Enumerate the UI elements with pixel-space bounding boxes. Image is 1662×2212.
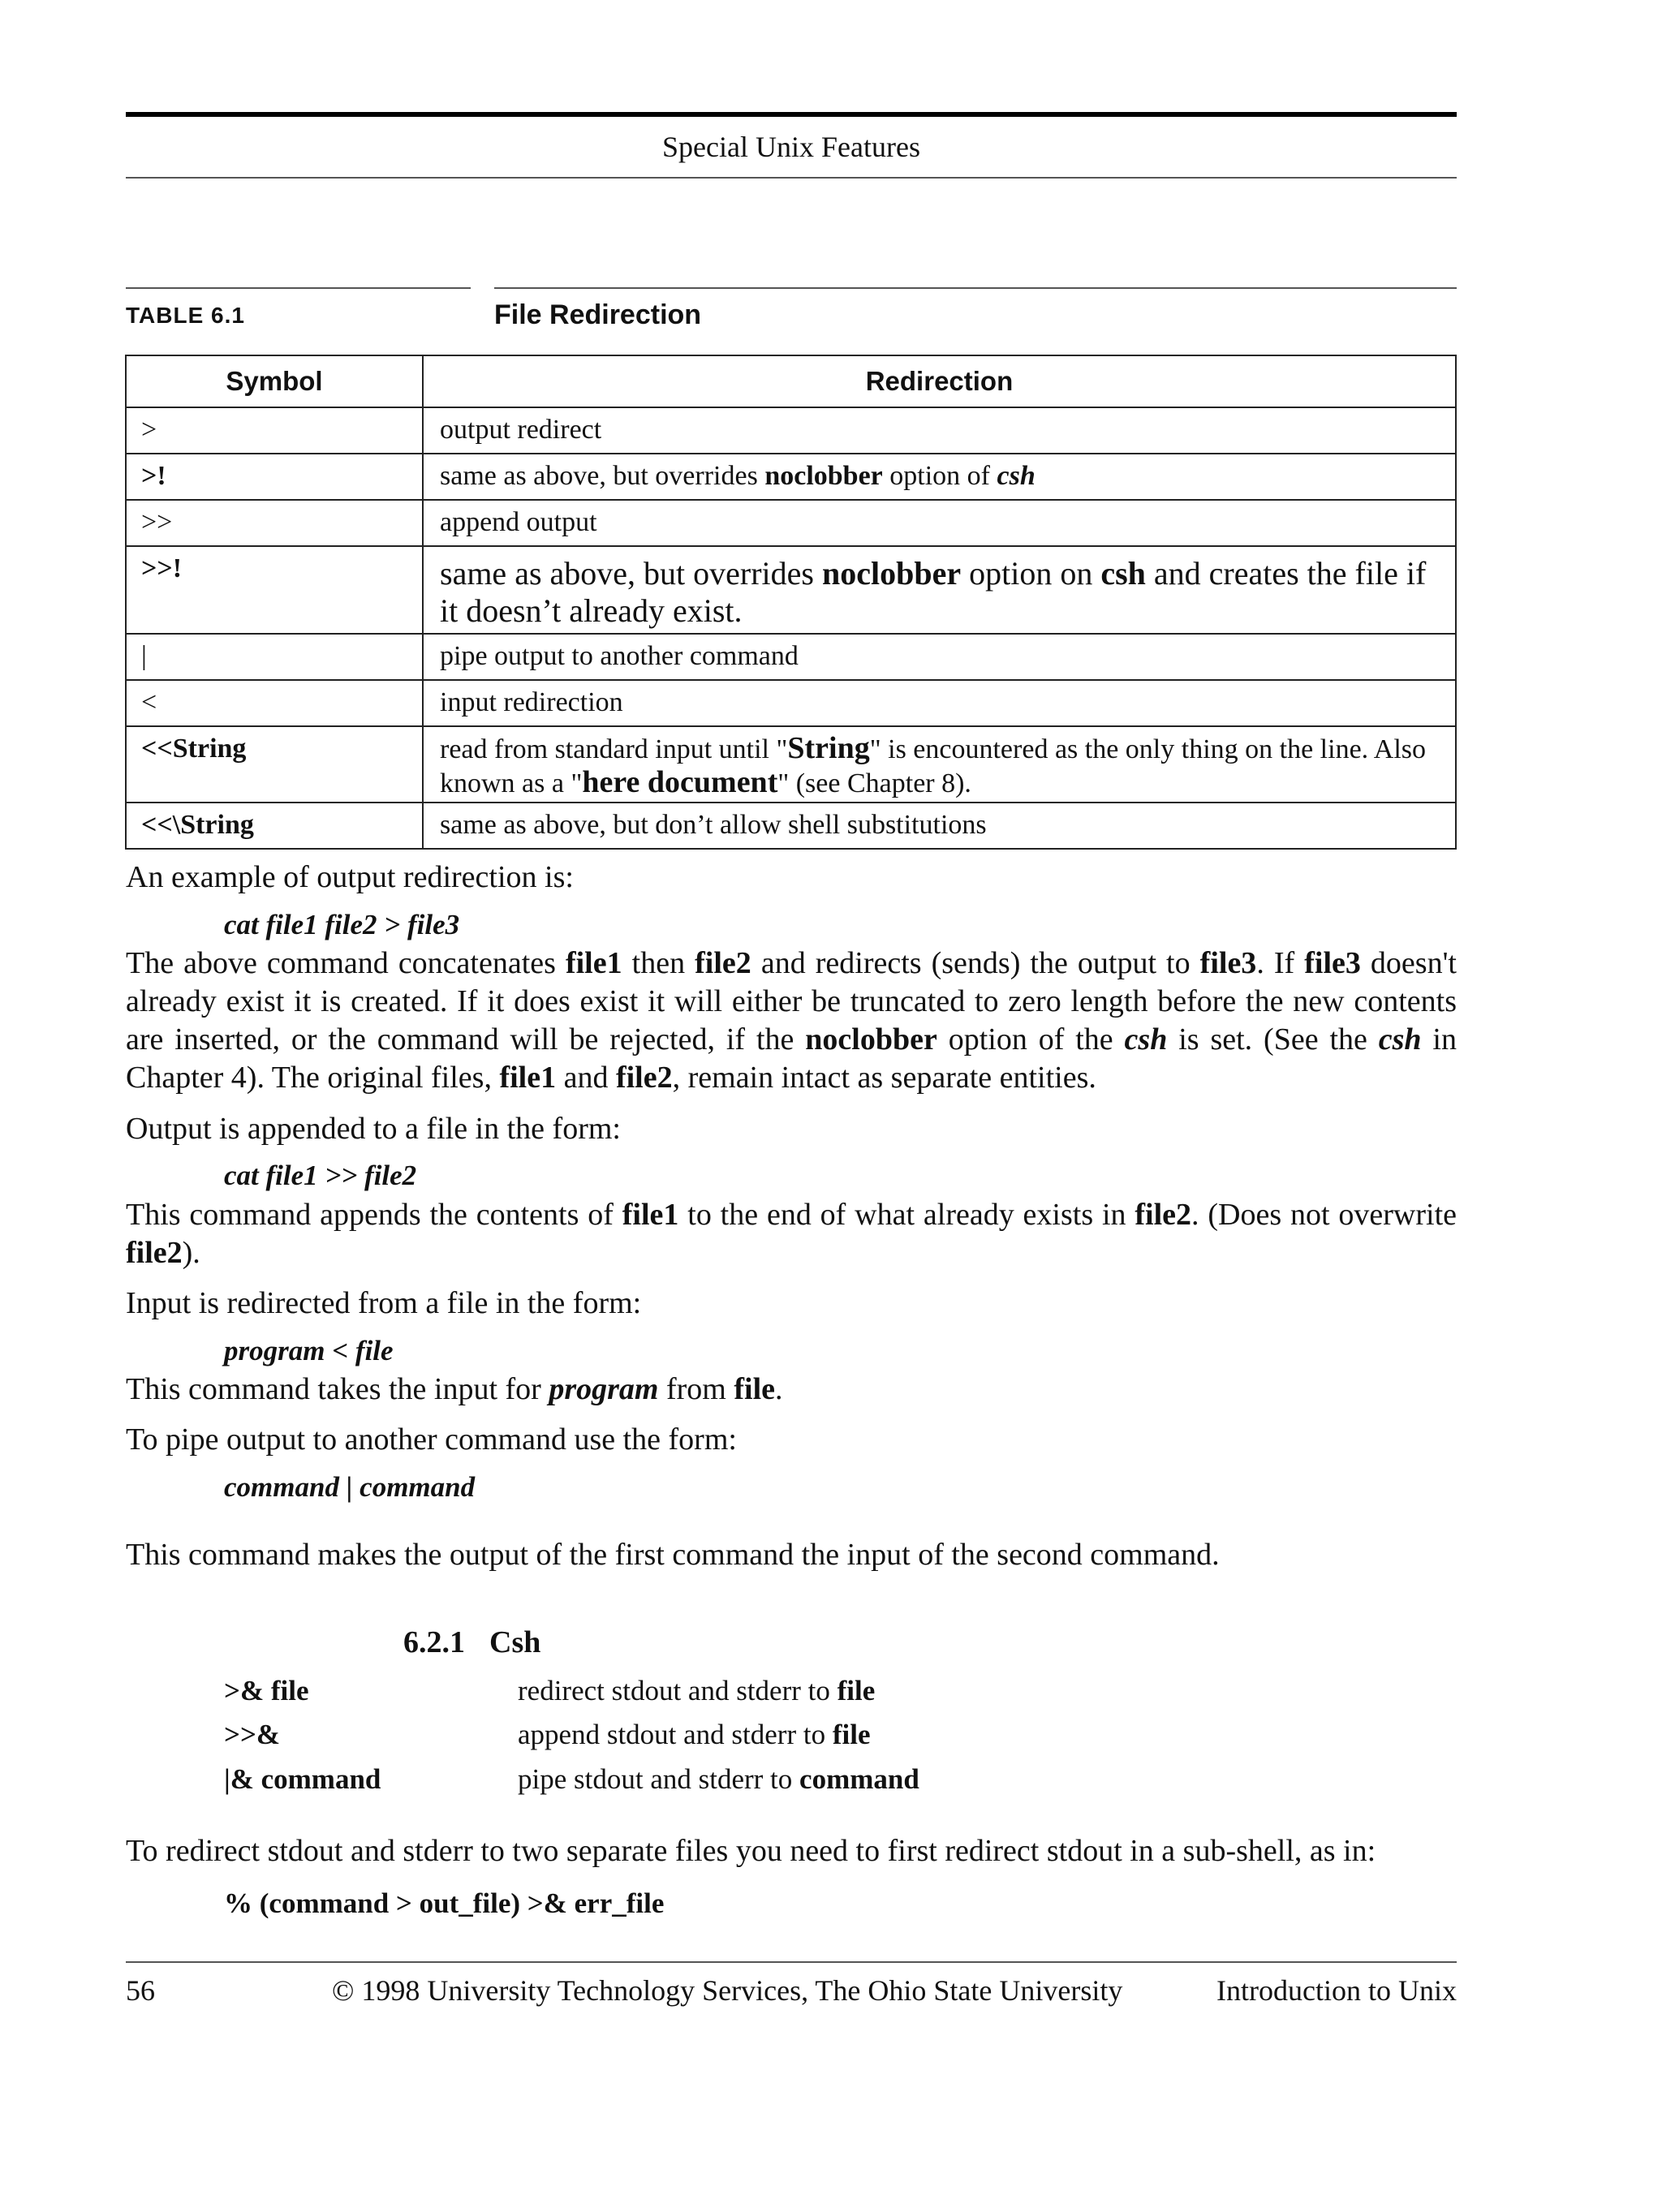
- column-header-symbol: Symbol: [126, 355, 423, 407]
- section-heading-6-2-1: 6.2.1 Csh: [403, 1625, 541, 1659]
- paragraph-append-intro: Output is appended to a file in the form:: [126, 1112, 621, 1146]
- table-row: [126, 454, 1456, 500]
- paragraph-pipe-intro: To pipe output to another command use the form:: [126, 1422, 737, 1457]
- csh-symbol-append-both: >>&: [224, 1719, 281, 1750]
- table-row: [126, 407, 1456, 454]
- command-example-cat-append: cat file1 >> file2: [224, 1160, 417, 1191]
- table-caption-rule-right: [494, 287, 1457, 289]
- description-cell: same as above, but overrides noclobber option of csh: [423, 454, 1456, 500]
- description-cell: read from standard input until "String" is encountered as the only thing on the line. Also known as a "here document" (see Chapter 8).: [423, 726, 1456, 803]
- symbol-cell: >>!: [126, 546, 423, 634]
- paragraph-input-intro: Input is redirected from a file in the form:: [126, 1286, 642, 1320]
- command-example-program-input: program < file: [224, 1335, 394, 1366]
- symbol-cell: <<\String: [126, 803, 423, 849]
- description-cell: same as above, but overrides noclobber option on csh and creates the file if it doesn’t already exist.: [423, 546, 1456, 634]
- paragraph-append-explanation: This command appends the contents of file1 to the end of what already exists in file2. (Does not overwrite file2).: [126, 1198, 1457, 1270]
- symbol-cell: <<String: [126, 726, 423, 803]
- running-header-title: Special Unix Features: [662, 131, 920, 163]
- table-row: [126, 680, 1456, 726]
- description-cell: append output: [423, 500, 1456, 546]
- csh-description-redirect-both: redirect stdout and stderr to file: [518, 1675, 876, 1706]
- header-top-rule: [126, 112, 1457, 117]
- column-header-redirection: Redirection: [423, 355, 1456, 407]
- symbol-cell: >!: [126, 454, 423, 500]
- symbol-cell: |: [126, 634, 423, 680]
- command-example-subshell: % (command > out_file) >& err_file: [224, 1887, 665, 1919]
- description-cell: output redirect: [423, 407, 1456, 454]
- table-row: [126, 634, 1456, 680]
- command-example-cat-redirect: cat file1 file2 > file3: [224, 909, 460, 940]
- paragraph-output-redirection-explanation: The above command concatenates file1 then file2 and redirects (sends) the output to file3. If file3 doesn't already exist it is created. If it does exist it will either be truncated to zero length before the new contents are inserted, or the command will be rejected, if the noclobber option of the csh is set. (See the csh in Chapter 4). The original files, file1 and file2, remain intact as separate entities.: [126, 946, 1457, 1095]
- paragraph-separate-files-intro: To redirect stdout and stderr to two separate files you need to first redirect stdout in a sub-shell, as in:: [126, 1834, 1376, 1868]
- footer-copyright: © 1998 University Technology Services, The Ohio State University: [332, 1974, 1123, 2007]
- csh-symbol-redirect-both: >& file: [224, 1675, 309, 1706]
- symbol-cell: >>: [126, 500, 423, 546]
- symbol-cell: <: [126, 680, 423, 726]
- table-row: [126, 726, 1456, 803]
- footer-divider: [126, 1961, 1457, 1963]
- csh-symbol-pipe-both: |& command: [224, 1763, 381, 1795]
- file-redirection-table: [125, 355, 1457, 850]
- table-title: File Redirection: [494, 299, 702, 330]
- footer-book-title: Introduction to Unix: [1216, 1974, 1457, 2007]
- description-cell: pipe output to another command: [423, 634, 1456, 680]
- csh-description-append-both: append stdout and stderr to file: [518, 1719, 871, 1750]
- table-row: [126, 803, 1456, 849]
- paragraph-pipe-explanation: This command makes the output of the first command the input of the second command.: [126, 1538, 1220, 1572]
- table-row: [126, 546, 1456, 634]
- paragraph-input-explanation: This command takes the input for program from file.: [126, 1372, 783, 1406]
- header-divider: [126, 177, 1457, 179]
- table-number: TABLE 6.1: [126, 303, 245, 328]
- paragraph-output-redirection-intro: An example of output redirection is:: [126, 860, 574, 894]
- table-row: [126, 500, 1456, 546]
- csh-description-pipe-both: pipe stdout and stderr to command: [518, 1763, 919, 1795]
- table-caption-rule-left: [126, 287, 471, 289]
- description-cell: input redirection: [423, 680, 1456, 726]
- symbol-cell: >: [126, 407, 423, 454]
- command-example-pipe: command | command: [224, 1471, 476, 1503]
- page-number: 56: [126, 1974, 155, 2007]
- description-cell: same as above, but don’t allow shell substitutions: [423, 803, 1456, 849]
- table-header-row: [126, 355, 1456, 407]
